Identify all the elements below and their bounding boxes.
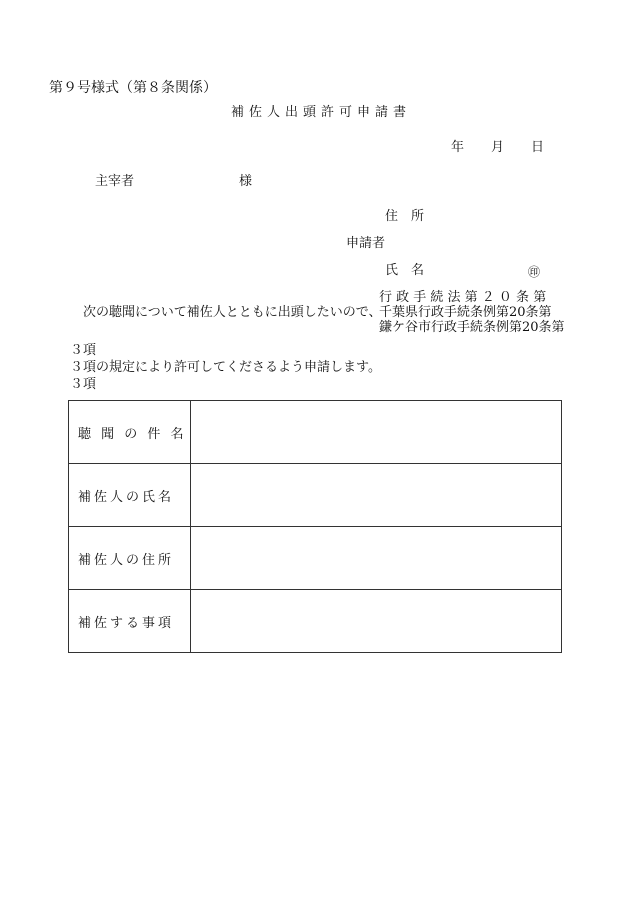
date-year: 年 [451, 140, 465, 155]
law-line-2: 千葉県行政手続条例第20条第 [379, 305, 552, 320]
name-label: 氏 名 [385, 263, 425, 278]
document-title: 補佐人出頭許可申請書 [231, 105, 412, 120]
clause-3: ３項 [70, 377, 97, 392]
clause-1: ３項 [70, 343, 97, 358]
table-row [69, 527, 562, 590]
addressee-role: 主宰者 [95, 174, 135, 189]
clause-2: ３項の規定により許可してくださるよう申請します。 [70, 360, 381, 375]
applicant-label: 申請者 [346, 236, 386, 251]
seal-mark: ㊞ [528, 265, 541, 279]
table-row [69, 464, 562, 527]
date-day: 日 [531, 140, 545, 155]
table-row [69, 401, 562, 464]
row-value-assistant-address[interactable] [191, 527, 562, 590]
form-number: 第９号様式（第８条関係） [49, 80, 217, 96]
body-intro: 次の聴聞について補佐人とともに出頭したいので、 [83, 305, 382, 320]
law-line-1: 行 政 手 続 法 第 ２ ０ 条 第 [379, 290, 547, 305]
row-value-hearing-subject[interactable] [191, 401, 562, 464]
addressee-honorific: 様 [239, 174, 253, 189]
row-label-hearing-subject: 聴 聞 の 件 名 [69, 401, 191, 464]
application-table [68, 400, 562, 653]
date-month: 月 [491, 140, 505, 155]
table-row [69, 590, 562, 653]
row-label-assistant-name: 補佐人の氏名 [69, 464, 191, 527]
law-line-3: 鎌ケ谷市行政手続条例第20条第 [379, 320, 565, 335]
row-value-assist-matters[interactable] [191, 590, 562, 653]
address-label: 住 所 [385, 209, 425, 224]
row-value-assistant-name[interactable] [191, 464, 562, 527]
row-label-assistant-address: 補佐人の住所 [69, 527, 191, 590]
row-label-assist-matters: 補佐する事項 [69, 590, 191, 653]
